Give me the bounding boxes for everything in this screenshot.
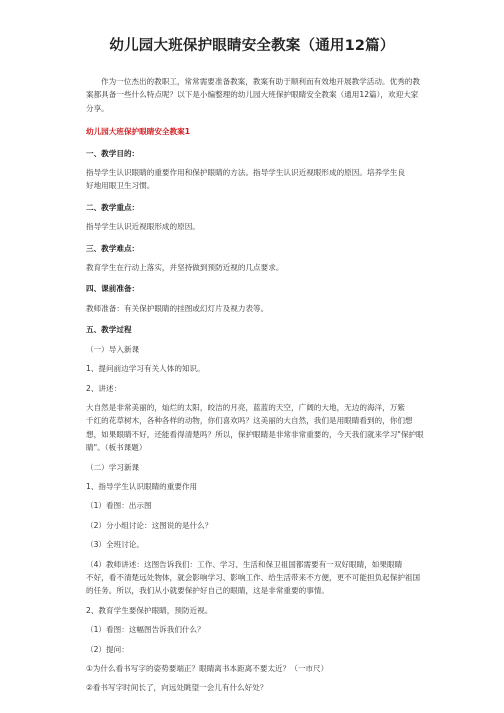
paragraph-line: 大自然是非常美丽的，灿烂的太阳，皎洁的月亮，蓝蓝的天空，广阔的大地，无边的海洋，万紫 <box>86 402 405 412</box>
intro-line: 作为一位杰出的教职工，常常需要准备教案，教案有助于顺利而有效地开展教学活动。优秀的教 <box>101 77 420 86</box>
process-item: ①为什么看书写字的姿势要端正？眼睛离书本距离不要太近？（一市尺） <box>86 664 329 673</box>
paragraph-line: 想，如果眼睛不好，还能看得清楚吗？所以，保护眼睛是非常非常重要的，今天我们就来学习"保护眼 <box>86 429 424 439</box>
heading-key-points: 二、教学重点： <box>86 202 140 212</box>
process-item: （2）分小组讨论：这图说的是什么？ <box>86 520 213 530</box>
process-item: （2）提问： <box>86 644 129 654</box>
key-points-text: 指导学生认识近视眼形成的原因。 <box>86 222 200 232</box>
paragraph-line: 不好，看不清楚远处物体，就会影响学习、影响工作、给生活带来不方便，更不可能担负起保护祖国 <box>86 572 421 582</box>
process-item: 2、讲述： <box>86 383 122 393</box>
heading-objectives: 一、教学目的： <box>86 148 140 158</box>
process-item: （3）全班讨论。 <box>86 540 144 550</box>
difficulties-text: 教育学生在行动上落实，并坚持做到预防近视的几点要求。 <box>86 263 284 273</box>
process-item: 1、指导学生认识眼睛的重要作用 <box>86 481 198 491</box>
teacher-narration-paragraph <box>86 558 421 598</box>
preparation-text: 教师准备：有关保护眼睛的挂图或幻灯片及视力表等。 <box>86 303 269 313</box>
section-subtitle: 幼儿园大班保护眼睛安全教案1 <box>86 127 191 137</box>
narration-paragraph <box>86 401 424 455</box>
paragraph-line: 睛"。（板书课题） <box>86 443 147 453</box>
document-title: 幼儿园大班保护眼睛安全教案（通用12篇） <box>109 38 395 54</box>
intro-line: 分享。 <box>86 103 109 113</box>
heading-preparation: 四、课前准备： <box>86 284 140 294</box>
paragraph-line: 千红的花草树木，各种各样的动物，你们喜欢吗？这美丽的大自然，我们是用眼睛看到的，你们想 <box>86 416 413 426</box>
process-item: 2、教育学生要保护眼睛，预防近视。 <box>86 605 213 615</box>
intro-line: 案都具备一些什么特点呢？以下是小编整理的幼儿园大班保护眼睛安全教案（通用12篇），欢迎大家 <box>86 90 419 100</box>
intro-paragraph <box>86 75 418 115</box>
process-item: （一）导入新课 <box>86 344 140 354</box>
process-item: 1、提问前边学习有关人体的知识。 <box>86 364 205 374</box>
paragraph-line: 指导学生认识眼睛的重要作用和保护眼睛的方法。指导学生认识近视眼形成的原因。培养学生良 <box>86 168 405 178</box>
process-item: （1）看图：出示图 <box>86 501 152 511</box>
heading-difficulties: 三、教学难点： <box>86 243 140 253</box>
paragraph-line: 的任务。所以，我们从小就要保护好自己的眼睛，这是非常重要的事情。 <box>86 586 329 596</box>
paragraph-line: 好地用眼卫生习惯。 <box>86 181 155 191</box>
heading-process: 五、教学过程 <box>86 325 132 335</box>
process-item: （二）学习新课 <box>86 462 140 472</box>
process-item: （1）看图：这幅图告诉我们什么？ <box>86 625 205 635</box>
process-item: ②看书写字时间长了，向远处眺望一会儿有什么好处？ <box>86 683 268 693</box>
objectives-paragraph <box>86 166 418 193</box>
paragraph-line: （4）教师讲述：这图告诉我们：工作、学习、生活和保卫祖国都需要有一双好眼睛，如果眼睛 <box>86 559 403 569</box>
